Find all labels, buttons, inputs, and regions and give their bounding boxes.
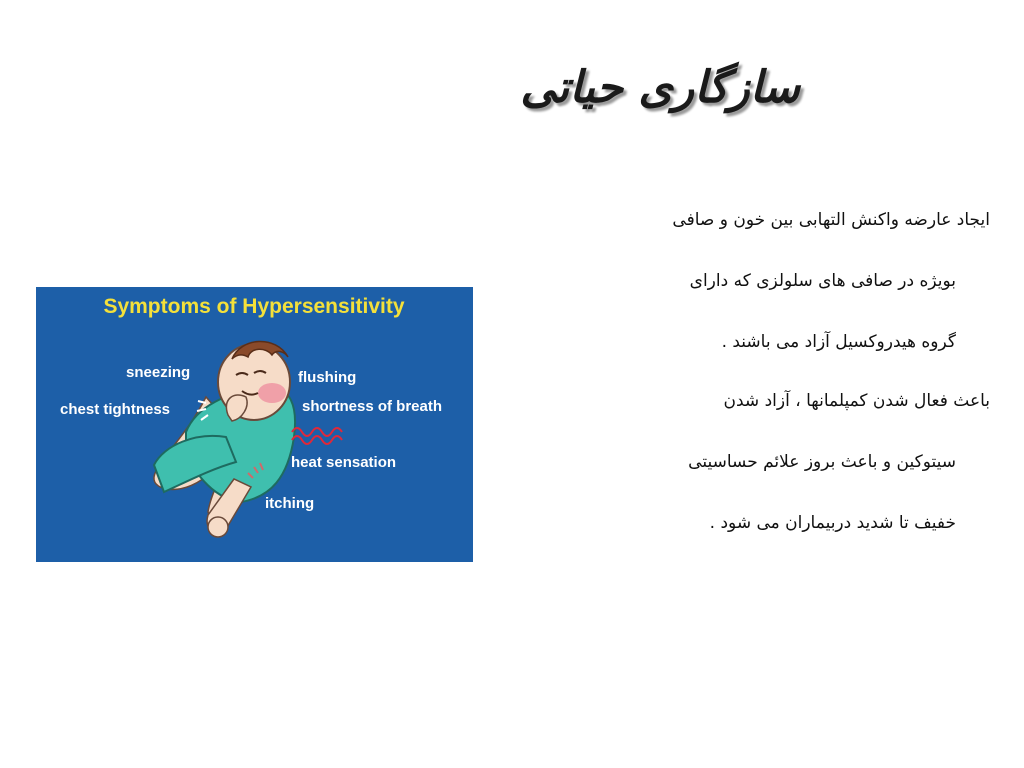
- body-text: [540, 190, 990, 554]
- paragraph-2-line-1: باعث فعال شدن کمپلمانها ، آزاد شدن: [723, 391, 990, 411]
- slide-title: سازگاری حیاتی: [520, 62, 800, 113]
- label-itching: itching: [265, 495, 315, 512]
- label-shortness-of-breath: shortness of breath: [302, 398, 443, 415]
- paragraph-1: [540, 190, 990, 373]
- illustration-title: Symptoms of Hypersensitivity: [103, 295, 405, 318]
- label-flushing: flushing: [298, 369, 357, 386]
- paragraph-2: [540, 371, 990, 554]
- hypersensitivity-illustration: [36, 287, 473, 562]
- paragraph-1-line-3: گروه هیدروکسیل آزاد می باشند .: [721, 332, 956, 352]
- paragraph-2-line-3: خفیف تا شدید دربیماران می شود .: [709, 513, 956, 533]
- paragraph-1-line-1: ایجاد عارضه واکنش التهابی بین خون و صافی: [672, 210, 990, 230]
- paragraph-1-line-2: بویژه در صافی های سلولزی که دارای: [689, 271, 956, 291]
- label-heat-sensation: heat sensation: [291, 454, 397, 471]
- label-sneezing: sneezing: [126, 364, 191, 381]
- label-chest-tightness: chest tightness: [60, 401, 171, 418]
- illustration-svg: [36, 287, 473, 562]
- paragraph-2-line-2: سیتوکین و باعث بروز علائم حساسیتی: [688, 452, 956, 472]
